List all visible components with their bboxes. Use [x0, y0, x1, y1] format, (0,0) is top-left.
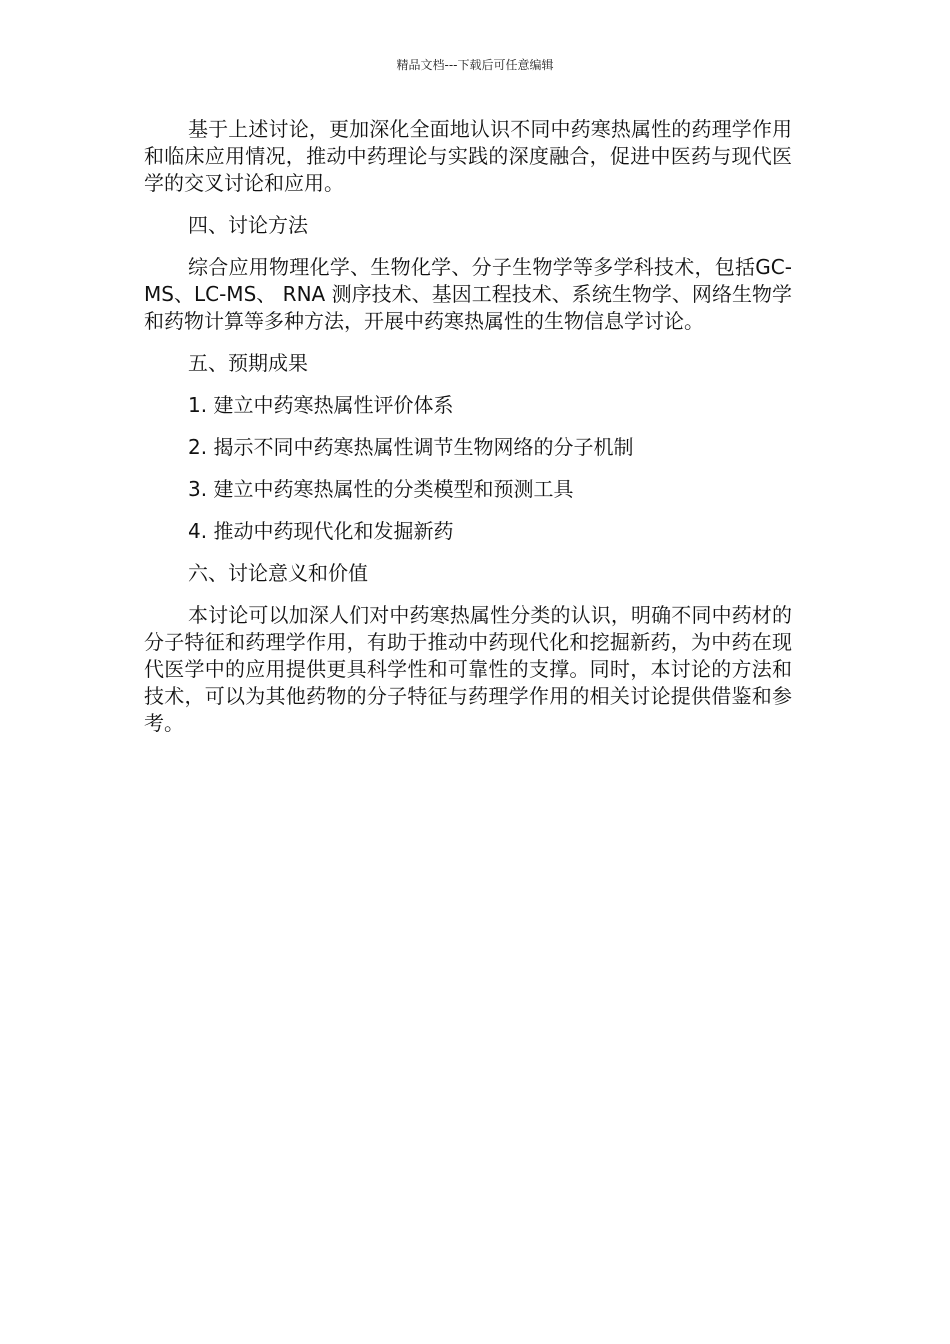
paragraph-methods: 综合应用物理化学、生物化学、分子生物学等多学科技术，包括GC-MS、LC-MS、 RNA 测序技术、基因工程技术、系统生物学、网络生物学和药物计算等多种方法，开展中药寒热属性的生物信息学讨论。	[144, 255, 792, 333]
paragraph-significance: 本讨论可以加深人们对中药寒热属性分类的认识，明确不同中药材的分子特征和药理学作用，有助于推动中药现代化和挖掘新药，为中药在现代医学中的应用提供更具科学性和可靠性的支撑。同时，本讨论的方法和技术，可以为其他药物的分子特征与药理学作用的相关讨论提供借鉴和参考。	[144, 603, 792, 735]
paragraph-research-goal: 基于上述讨论，更加深化全面地认识不同中药寒热属性的药理学作用和临床应用情况，推动中药理论与实践的深度融合，促进中医药与现代医学的交叉讨论和应用。	[144, 117, 792, 195]
list-item-outcome-1: 1. 建立中药寒热属性评价体系	[188, 393, 454, 417]
section-heading-significance: 六、讨论意义和价值	[188, 561, 368, 585]
page-header: 精品文档---下载后可任意编辑	[396, 58, 554, 72]
section-heading-methods: 四、讨论方法	[188, 213, 308, 237]
document-body	[144, 116, 792, 752]
list-item-outcome-3: 3. 建立中药寒热属性的分类模型和预测工具	[188, 477, 574, 501]
list-item-outcome-4: 4. 推动中药现代化和发掘新药	[188, 519, 454, 543]
list-item-outcome-2: 2. 揭示不同中药寒热属性调节生物网络的分子机制	[188, 435, 634, 459]
section-heading-outcomes: 五、预期成果	[188, 351, 308, 375]
